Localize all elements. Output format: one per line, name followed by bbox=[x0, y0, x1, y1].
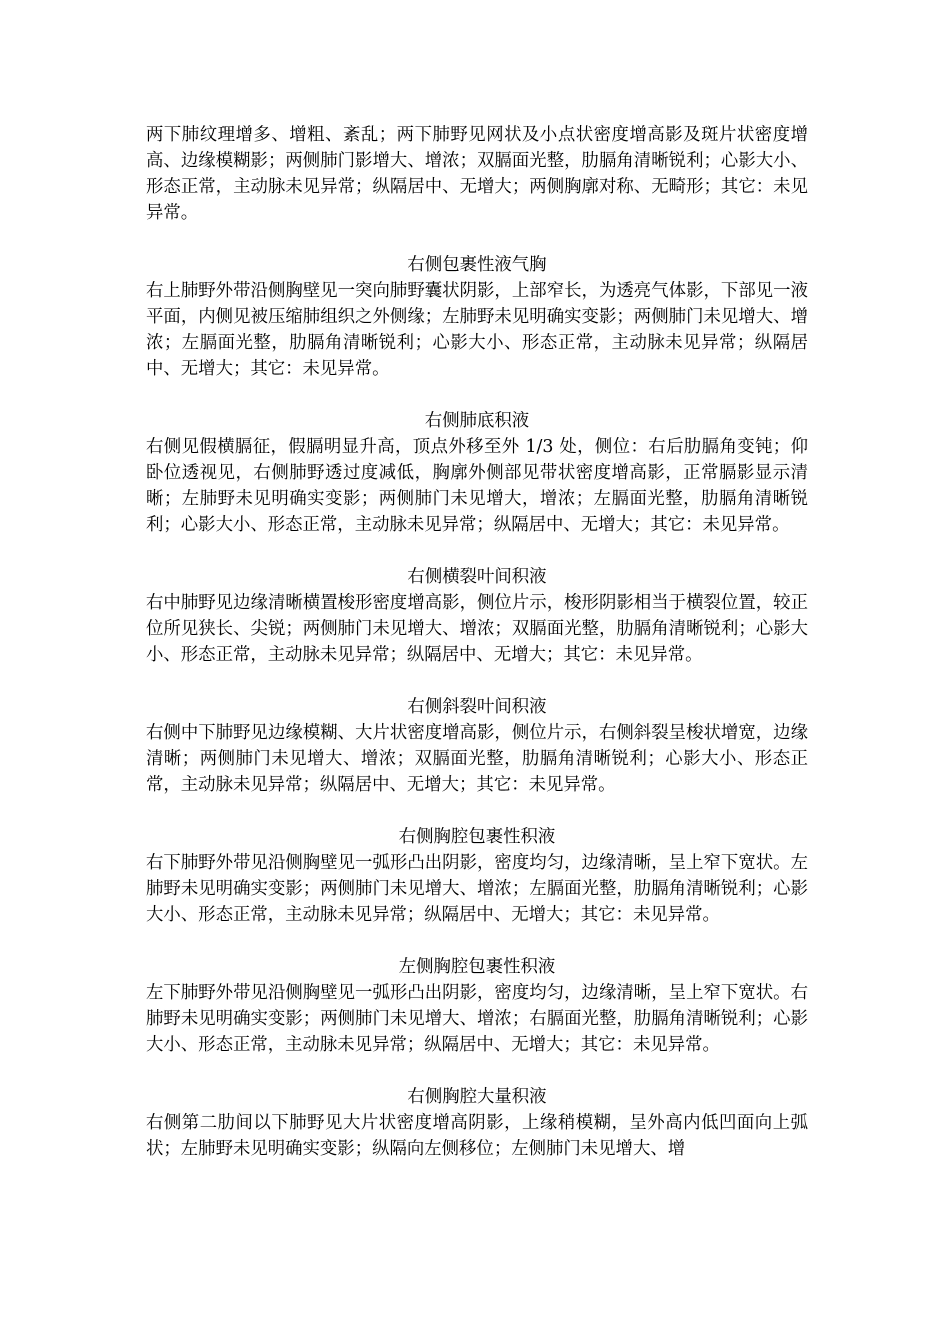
section-body: 右侧见假横膈征，假膈明显升高，顶点外移至外 1/3 处，侧位：右后肋膈角变钝；仰卧位透视见，右侧肺野透过度减低，胸廓外侧部见带状密度增高影，正常膈影显示清晰；左肺野未见明确实变影；两侧肺门未见增大，增浓；左膈面光整，肋膈角清晰锐利；心影大小、形态正常，主动脉未见异常；纵隔居中、无增大；其它：未见异常。 bbox=[146, 437, 808, 535]
section-title: 右侧横裂叶间积液 bbox=[407, 567, 547, 587]
section-body: 右中肺野见边缘清晰横置梭形密度增高影，侧位片示，梭形阴影相当于横裂位置，较正位所见狭长、尖锐；两侧肺门未见增大、增浓；双膈面光整，肋膈角清晰锐利；心影大小、形态正常，主动脉未见异常；纵隔居中、无增大；其它：未见异常。 bbox=[146, 593, 808, 665]
section-right-subpulmonic-effusion bbox=[146, 408, 808, 538]
section-right-encapsulated-hydropneumothorax bbox=[146, 252, 808, 382]
section-right-oblique-fissure-effusion bbox=[146, 694, 808, 798]
section-title: 右侧胸腔大量积液 bbox=[407, 1087, 547, 1107]
section-title: 右侧胸腔包裹性积液 bbox=[398, 827, 556, 847]
section-left-encapsulated-pleural-effusion bbox=[146, 954, 808, 1058]
section-body: 右下肺野外带见沿侧胸壁见一弧形凸出阴影，密度均匀，边缘清晰，呈上窄下宽状。左肺野未见明确实变影；两侧肺门未见增大、增浓；左膈面光整，肋膈角清晰锐利；心影大小、形态正常，主动脉未见异常；纵隔居中、无增大；其它：未见异常。 bbox=[146, 853, 808, 925]
section-right-massive-pleural-effusion bbox=[146, 1084, 808, 1162]
section-title: 右侧斜裂叶间积液 bbox=[407, 697, 547, 717]
section-body: 右上肺野外带沿侧胸壁见一突向肺野囊状阴影，上部窄长，为透亮气体影，下部见一液平面，内侧见被压缩肺组织之外侧缘；左肺野未见明确实变影；两侧肺门未见增大、增浓；左膈面光整，肋膈角清晰锐利；心影大小、形态正常，主动脉未见异常；纵隔居中、无增大；其它：未见异常。 bbox=[146, 281, 808, 379]
section-right-horizontal-fissure-effusion bbox=[146, 564, 808, 668]
section-title: 右侧包裹性液气胸 bbox=[407, 255, 547, 275]
intro-paragraph: 两下肺纹理增多、增粗、紊乱；两下肺野见网状及小点状密度增高影及斑片状密度增高、边缘模糊影；两侧肺门影增大、增浓；双膈面光整，肋膈角清晰锐利；心影大小、形态正常，主动脉未见异常；纵隔居中、无增大；两侧胸廓对称、无畸形；其它：未见异常。 bbox=[146, 125, 808, 223]
section-right-encapsulated-pleural-effusion bbox=[146, 824, 808, 928]
document-page bbox=[146, 122, 808, 1162]
section-title: 左侧胸腔包裹性积液 bbox=[398, 957, 556, 977]
section-body: 右侧第二肋间以下肺野见大片状密度增高阴影，上缘稍模糊，呈外高内低凹面向上弧状；左肺野未见明确实变影；纵隔向左侧移位；左侧肺门未见增大、增 bbox=[146, 1113, 808, 1159]
section-title: 右侧肺底积液 bbox=[424, 411, 530, 431]
section-body: 左下肺野外带见沿侧胸壁见一弧形凸出阴影，密度均匀，边缘清晰，呈上窄下宽状。右肺野未见明确实变影；两侧肺门未见增大、增浓；右膈面光整，肋膈角清晰锐利；心影大小、形态正常，主动脉未见异常；纵隔居中、无增大；其它：未见异常。 bbox=[146, 983, 808, 1055]
section-body: 右侧中下肺野见边缘模糊、大片状密度增高影，侧位片示，右侧斜裂呈梭状增宽，边缘清晰；两侧肺门未见增大、增浓；双膈面光整，肋膈角清晰锐利；心影大小、形态正常，主动脉未见异常；纵隔居中、无增大；其它：未见异常。 bbox=[146, 723, 808, 795]
